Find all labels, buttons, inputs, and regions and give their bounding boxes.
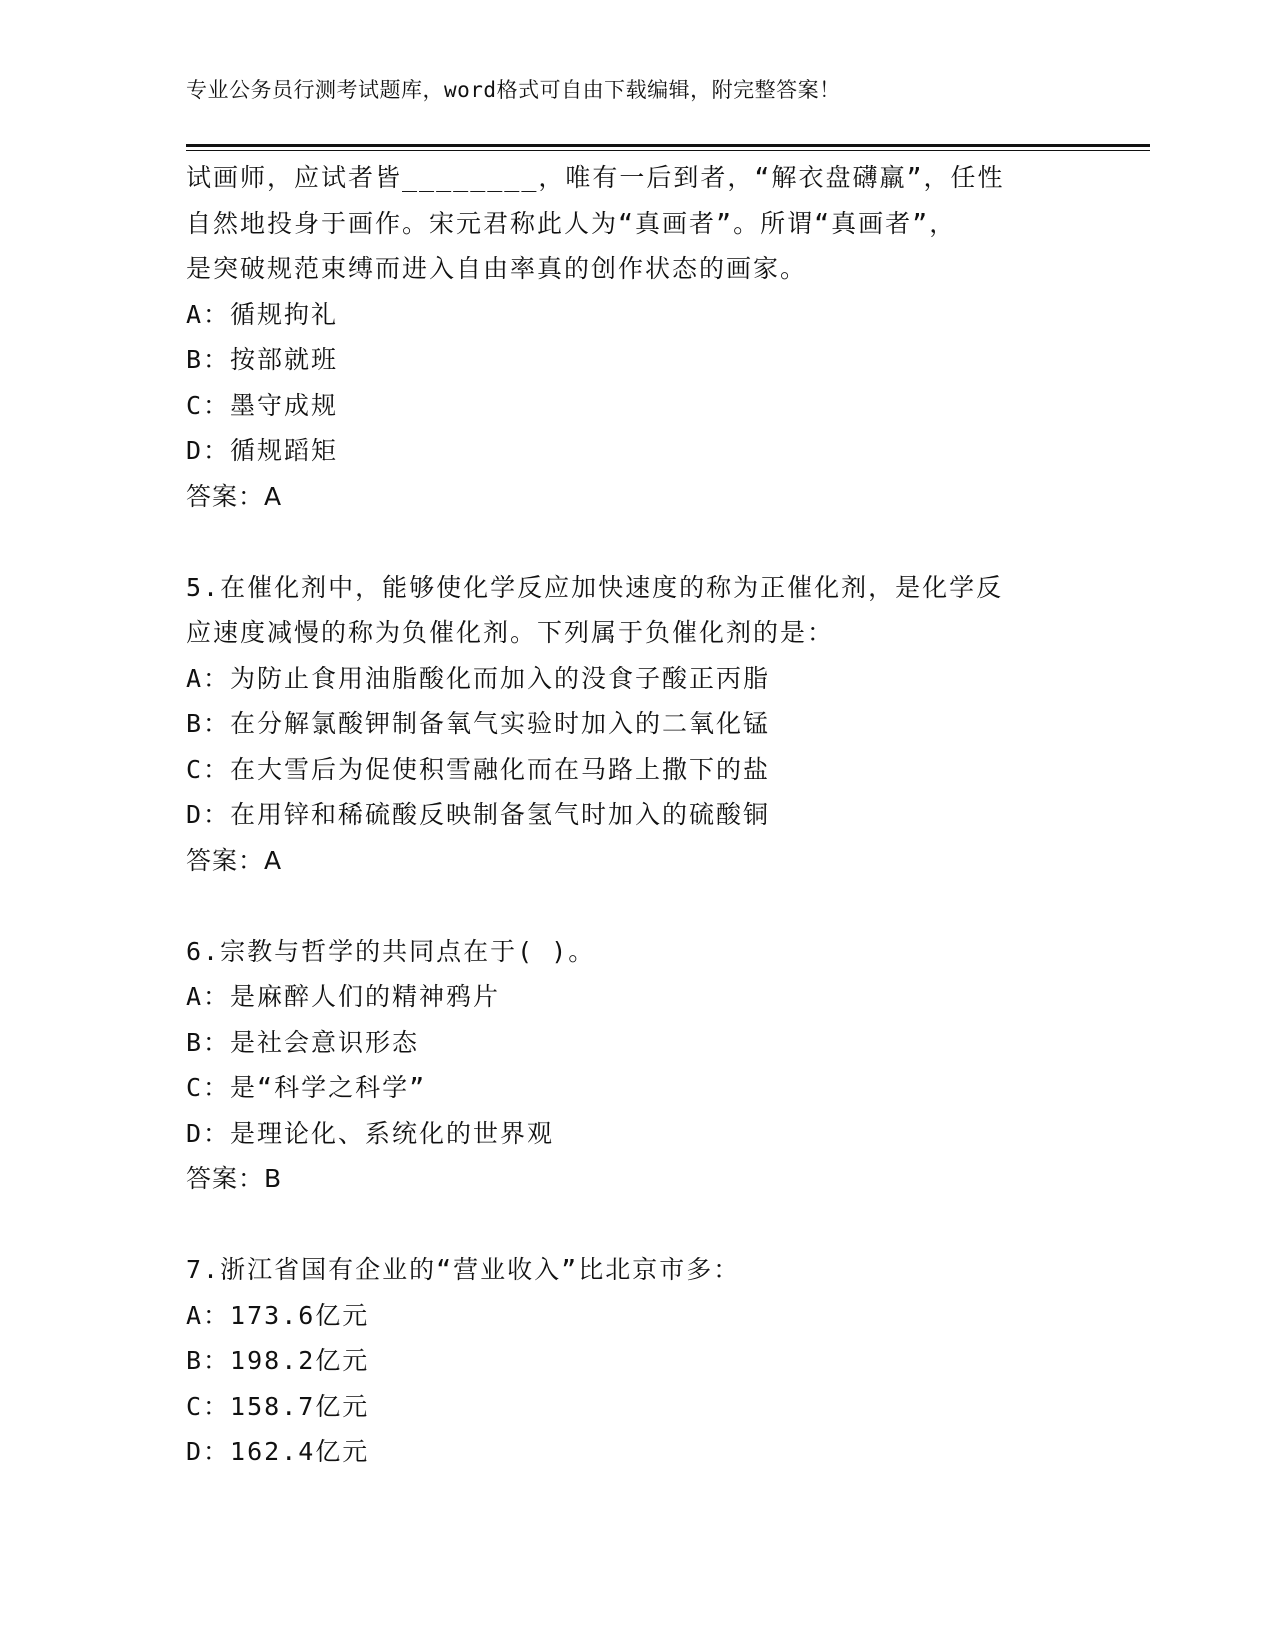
option-c: C：在大雪后为促使积雪融化而在马路上撒下的盐 [186, 754, 771, 784]
option-c: C：158.7亿元 [186, 1391, 370, 1421]
option-d: D：162.4亿元 [186, 1437, 370, 1466]
option-a: A：为防止食用油脂酸化而加入的没食子酸正丙脂 [186, 663, 771, 693]
question-block [186, 1247, 1086, 1475]
option-a: A：173.6亿元 [186, 1300, 370, 1330]
option-d: D：在用锌和稀硫酸反映制备氢气时加入的硫酸铜 [186, 800, 771, 829]
header-rule-thin [186, 150, 1150, 151]
header-rule-thick [186, 144, 1150, 147]
option-b: B：在分解氯酸钾制备氧气实验时加入的二氧化锰 [186, 709, 771, 738]
option-a: A：是麻醉人们的精神鸦片 [186, 982, 501, 1011]
option-d: D：是理论化、系统化的世界观 [186, 1118, 555, 1148]
question-block [186, 929, 1086, 1202]
question-content [186, 155, 1086, 1475]
question-block [186, 565, 1086, 884]
answer-line: 答案：A [186, 845, 283, 875]
option-b: B：198.2亿元 [186, 1346, 370, 1375]
question-stem-line: 是突破规范束缚而进入自由率真的创作状态的画家。 [186, 254, 808, 283]
question-stem-line: 7.浙江省国有企业的“营业收入”比北京市多： [186, 1255, 741, 1284]
spacer [186, 519, 1086, 565]
option-b: B：按部就班 [186, 345, 339, 374]
option-b: B：是社会意识形态 [186, 1027, 420, 1057]
option-c: C：墨守成规 [186, 390, 339, 420]
spacer [186, 1202, 1086, 1248]
option-c: C：是“科学之科学” [186, 1073, 427, 1102]
answer-line: 答案：B [186, 1164, 283, 1193]
question-stem-line: 试画师，应试者皆________，唯有一后到者，“解衣盘礴羸”，任性 [186, 163, 1005, 192]
question-stem-line: 6.宗教与哲学的共同点在于( )。 [186, 936, 596, 966]
spacer [186, 883, 1086, 929]
question-block [186, 155, 1086, 519]
question-stem-line: 自然地投身于画作。宋元君称此人为“真画者”。所谓“真画者”， [186, 208, 957, 238]
question-stem-line: 应速度减慢的称为负催化剂。下列属于负催化剂的是： [186, 618, 835, 647]
option-d: D：循规蹈矩 [186, 436, 339, 465]
page-header: 专业公务员行测考试题库，word格式可自由下载编辑，附完整答案！ [186, 78, 841, 102]
question-stem-line: 5.在催化剂中，能够使化学反应加快速度的称为正催化剂，是化学反 [186, 572, 1004, 602]
option-a: A：循规拘礼 [186, 299, 339, 329]
answer-line: 答案：A [186, 481, 283, 511]
